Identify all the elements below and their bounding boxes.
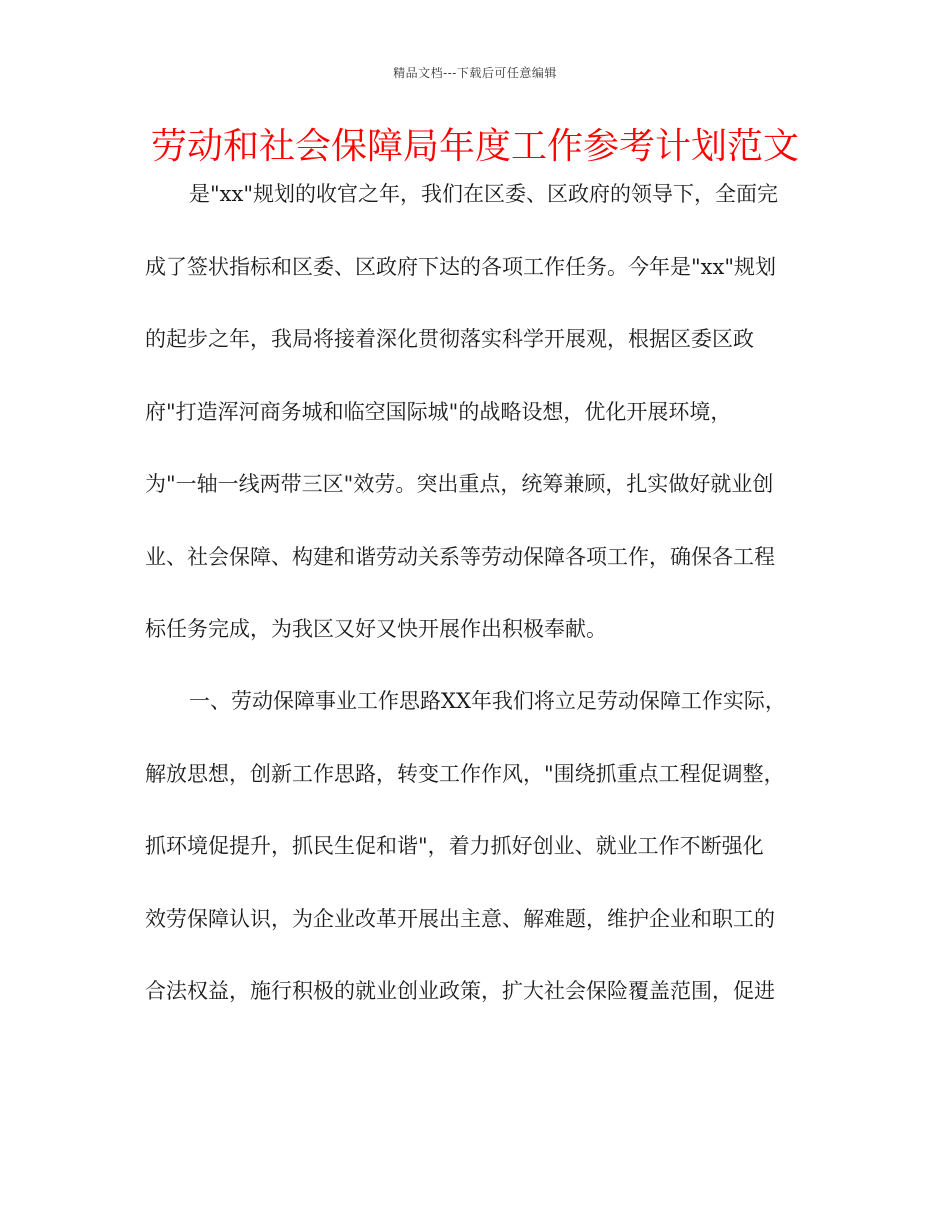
- paragraph-line: 合法权益，施行积极的就业创业政策，扩大社会保险覆盖范围，促进: [145, 979, 775, 1003]
- body-paragraph-1: [145, 158, 813, 666]
- paragraph-line: 业、社会保障、构建和谐劳动关系等劳动保障各项工作，确保各工程: [145, 544, 775, 569]
- paragraph-line: 为"一轴一线两带三区"效劳。突出重点，统筹兼顾，扎实做好就业创: [145, 472, 774, 496]
- body-paragraph-2: [145, 665, 813, 1028]
- paragraph-line: 标任务完成，为我区又好又快开展作出积极奉献。: [145, 617, 607, 641]
- paragraph-line: 府"打造浑河商务城和临空国际城"的战略设想，优化开展环境，: [145, 399, 732, 424]
- paragraph-line: 一、劳动保障事业工作思路XX年我们将立足劳动保障工作实际，: [189, 689, 786, 713]
- paragraph-line: 抓环境促提升，抓民生促和谐"，着力抓好创业、就业工作不断强化: [145, 834, 764, 858]
- paragraph-line: 效劳保障认识，为企业改革开展出主意、解难题，维护企业和职工的: [145, 906, 775, 931]
- paragraph-line: 是"xx"规划的收官之年，我们在区委、区政府的领导下，全面完: [189, 182, 779, 206]
- paragraph-line: 解放思想，创新工作思路，转变工作作风，"围绕抓重点工程促调整，: [145, 761, 785, 786]
- header-note: 精品文档---下载后可任意编辑: [393, 66, 557, 80]
- paragraph-line: 成了签状指标和区委、区政府下达的各项工作任务。今年是"xx"规划: [145, 254, 777, 279]
- paragraph-line: 的起步之年，我局将接着深化贯彻落实科学开展观，根据区委区政: [145, 327, 754, 351]
- document-title: 劳动和社会保障局年度工作参考计划范文: [150, 126, 799, 167]
